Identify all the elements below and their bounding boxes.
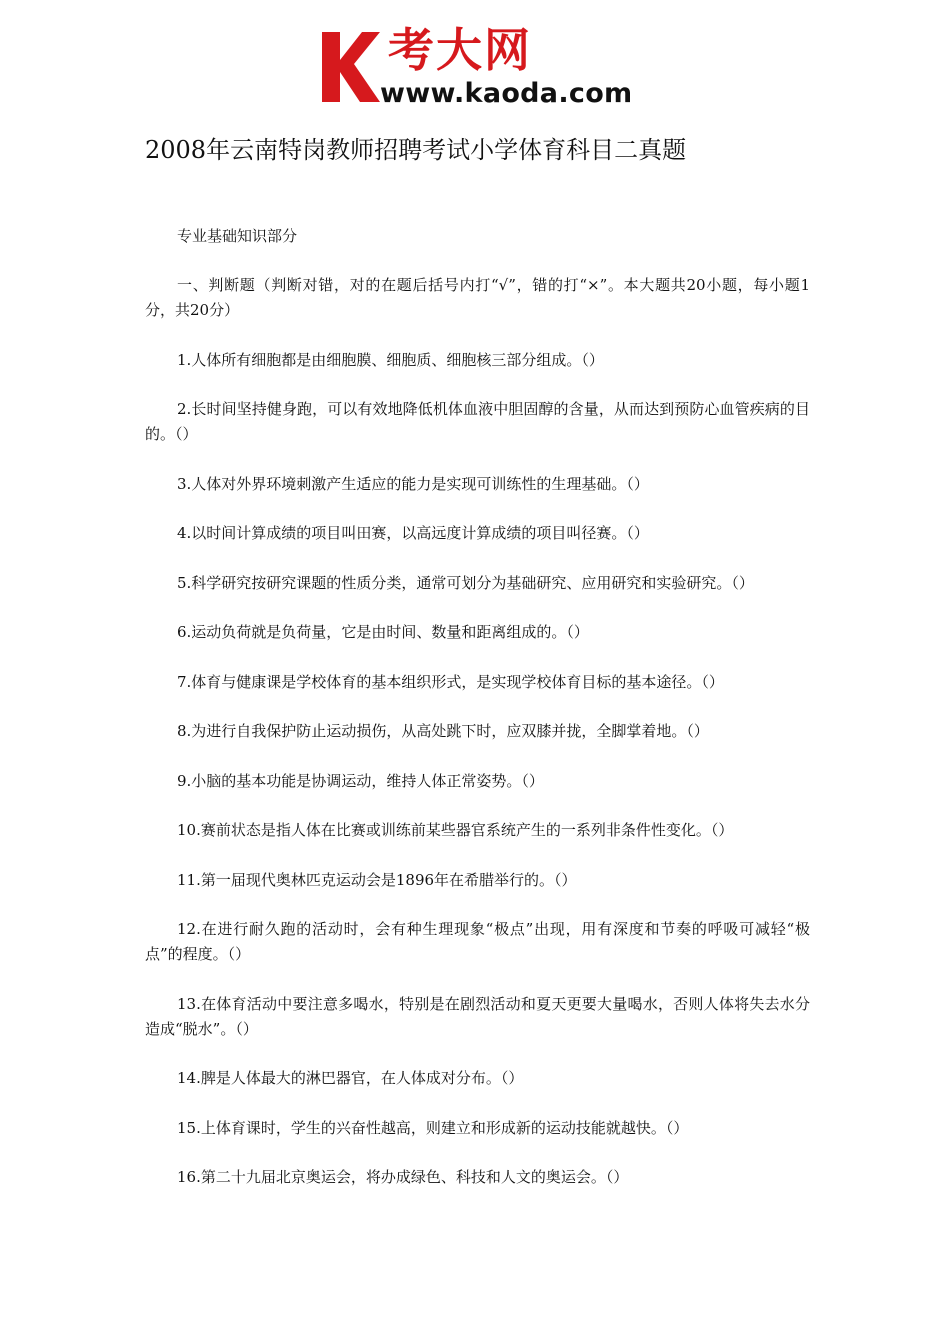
logo-brand-text: 考大网	[388, 23, 532, 77]
logo-k-icon	[318, 26, 382, 106]
question-item: 9.小脑的基本功能是协调运动，维持人体正常姿势。（）	[177, 771, 544, 790]
section-heading: 专业基础知识部分	[177, 227, 298, 245]
question-item: 4.以时间计算成绩的项目叫田赛，以高远度计算成绩的项目叫径赛。（）	[177, 524, 649, 542]
question-item: 12.在进行耐久跑的活动时，会有种生理现象“极点”出现，用有深度和节奏的呼吸可减轻“极点”的程度。（）	[145, 920, 810, 963]
question-item: 16.第二十九届北京奥运会，将办成绿色、科技和人文的奥运会。（）	[177, 1168, 629, 1186]
question-item: 10.赛前状态是指人体在比赛或训练前某些器官系统产生的一系列非条件性变化。（）	[177, 821, 734, 839]
question-item: 6.运动负荷就是负荷量，它是由时间、数量和距离组成的。（）	[177, 623, 589, 641]
site-logo[interactable]	[318, 23, 648, 112]
question-item: 11.第一届现代奥林匹克运动会是1896年在希腊举行的。（）	[177, 870, 577, 889]
question-item: 2.长时间坚持健身跑，可以有效地降低机体血液中胆固醇的含量，从而达到预防心血管疾病的目的。（）	[145, 400, 810, 443]
question-item: 1.人体所有细胞都是由细胞膜、细胞质、细胞核三部分组成。（）	[177, 350, 604, 369]
question-item: 14.脾是人体最大的淋巴器官，在人体成对分布。（）	[177, 1069, 524, 1087]
question-item: 5.科学研究按研究课题的性质分类，通常可划分为基础研究、应用研究和实验研究。（）	[177, 573, 754, 592]
logo-url-text: www.kaoda.com	[380, 78, 633, 109]
question-item: 3.人体对外界环境刺激产生适应的能力是实现可训练性的生理基础。（）	[177, 474, 649, 493]
question-item: 7.体育与健康课是学校体育的基本组织形式，是实现学校体育目标的基本途径。（）	[177, 672, 724, 691]
document-body	[145, 224, 810, 1215]
question-item: 13.在体育活动中要注意多喝水，特别是在剧烈活动和夏天更要大量喝水，否则人体将失去水分造成“脱水”。（）	[145, 994, 810, 1038]
instruction-text: 一、判断题（判断对错，对的在题后括号内打“√”，错的打“×”。本大题共20小题，每小题1分，共20分）	[145, 276, 810, 319]
question-item: 8.为进行自我保护防止运动损伤，从高处跳下时，应双膝并拢，全脚掌着地。（）	[177, 722, 709, 740]
document-title: 2008年云南特岗教师招聘考试小学体育科目二真题	[145, 136, 687, 164]
question-list	[145, 348, 810, 1191]
question-item: 15.上体育课时，学生的兴奋性越高，则建立和形成新的运动技能就越快。（）	[177, 1118, 689, 1137]
